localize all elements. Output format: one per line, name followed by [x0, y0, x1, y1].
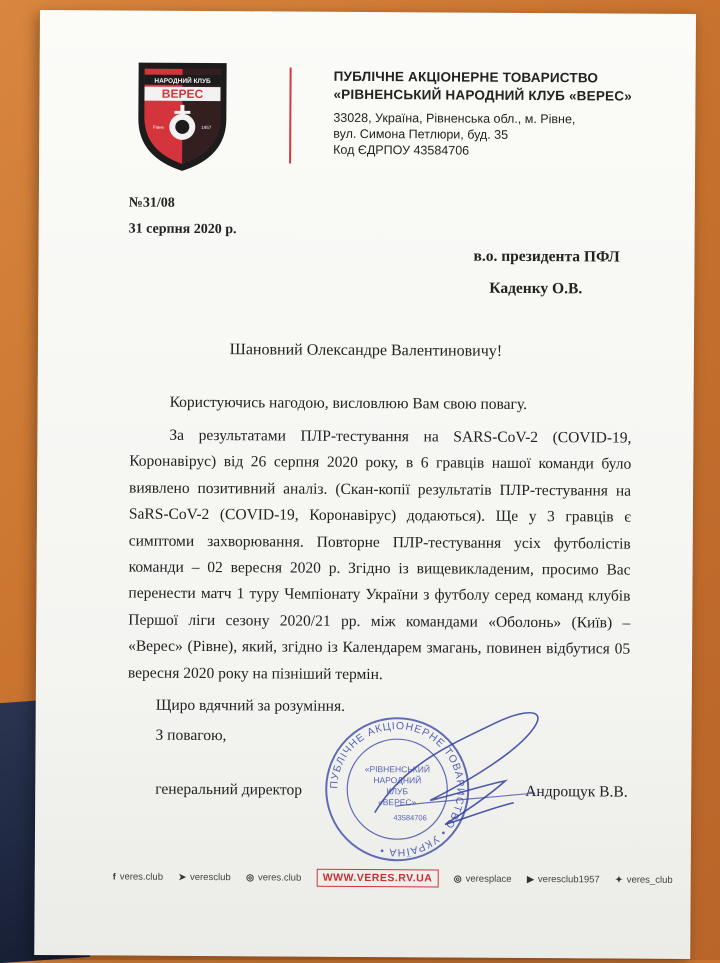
footer-website[interactable]: WWW.VERES.RV.UA: [317, 869, 439, 888]
recipient-block: [473, 241, 620, 306]
logo-year: 1957: [201, 124, 212, 131]
footer-item-twitter[interactable]: [615, 874, 673, 885]
main-paragraph: [128, 423, 632, 690]
facebook-icon: f: [112, 871, 116, 882]
letter-meta: [129, 193, 237, 242]
address-line3: Код ЄДРПОУ 43584706: [333, 142, 470, 158]
footer-item-instagram-place[interactable]: [454, 873, 512, 884]
company-name-line1: ПУБЛІЧНЕ АКЦІОНЕРНЕ ТОВАРИСТВО: [333, 68, 599, 86]
telegram-icon: ➤: [178, 871, 187, 882]
letter-number: №31/08: [128, 195, 175, 211]
address-line1: 33028, Україна, Рівненська обл., м. Рівне,: [333, 110, 576, 127]
company-address: [333, 110, 673, 160]
address-line2: вул. Симона Петлюри, буд. 35: [333, 126, 509, 142]
recipient-position: в.о. президента ПФЛ: [473, 247, 620, 266]
footer-item-instagram[interactable]: [246, 872, 301, 883]
stamp-center-line3: КЛУБ: [386, 786, 409, 797]
signer-name: Андрощук В.В.: [525, 782, 628, 801]
stamp-center-line2: НАРОДНИЙ: [373, 775, 422, 786]
stamp-code: 43584706: [393, 813, 427, 823]
club-logo: [134, 61, 231, 174]
handwritten-signature: [335, 702, 566, 843]
stamp-center-line4: «ВЕРЕС»: [377, 797, 417, 808]
footer-label: veresclub: [189, 871, 231, 883]
intro-paragraph: Користуючись нагодою, висловлюю Вам свою повагу.: [169, 393, 528, 413]
greeting: Шановний Олександре Валентиновичу!: [229, 341, 503, 360]
main-paragraph-text: За результатами ПЛР-тестування на SARS-CoV-2 (COVID-19, Коронавірус) від 26 серпня 2020 року, в 6 гравців нашої команди було виявлено позитивний аналіз. (Скан-копії результатів ПЛР-тестування на SaRS-CoV-2 (COVID-19, Коронавірус) додаються). Ще у 3 гравців є симптоми захворювання. Повторне ПЛР-тестування усіх футболістів команди – 02 вересня 2020 р. Згідно із вищевикладеним, просимо Вас перенести матч 1 туру Чемпіонату України з футболу серед команд клубів Першої ліги сезону 2020/21 рр. між командами «Оболонь» (Київ) – «Верес» (Рівне), який, згідно із Календарем змагань, повинен відбутися 05 вересня 2020 року на пізніший термін.: [127, 426, 632, 683]
recipient-name: Каденку О.В.: [489, 279, 583, 298]
regards-line: З повагою,: [155, 726, 227, 745]
logo-city: Рівне: [152, 124, 164, 130]
logo-top-text: НАРОДНИЙ КЛУБ: [154, 77, 211, 86]
footer-label: veres.club: [257, 871, 302, 884]
letter-date: 31 серпня 2020 р.: [128, 221, 237, 238]
letter-page: [34, 10, 696, 959]
footer-label: veresplace: [465, 873, 512, 885]
footer-contacts: [113, 864, 673, 891]
twitter-icon: ✦: [615, 874, 623, 885]
youtube-icon: ▶: [526, 873, 534, 884]
footer-item-facebook[interactable]: [113, 871, 163, 882]
footer-label: veres.club: [119, 871, 164, 883]
thanks-line: Щиро вдячний за розуміння.: [155, 696, 346, 715]
stamp-ring-text: ПУБЛІЧНЕ АКЦІОНЕРНЕ ТОВАРИСТВО • УКРАЇНА •: [328, 720, 467, 859]
instagram-icon: ◎: [453, 873, 462, 884]
instagram-icon: ◎: [246, 871, 255, 882]
footer-item-telegram[interactable]: [178, 871, 230, 882]
footer-label: veresclub1957: [537, 873, 600, 885]
header-divider: [289, 68, 292, 164]
stamp-center-line1: «РІВНЕНСЬКИЙ: [364, 763, 431, 775]
company-name-line2: «РІВНЕНСЬКИЙ НАРОДНИЙ КЛУБ «ВЕРЕС»: [333, 86, 632, 104]
company-header: [333, 68, 674, 160]
footer-item-youtube[interactable]: [527, 873, 600, 884]
signer-role: генеральний директор: [155, 780, 303, 799]
logo-club-name: ВЕРЕС: [161, 86, 204, 101]
footer-label: veres_club: [626, 874, 673, 886]
